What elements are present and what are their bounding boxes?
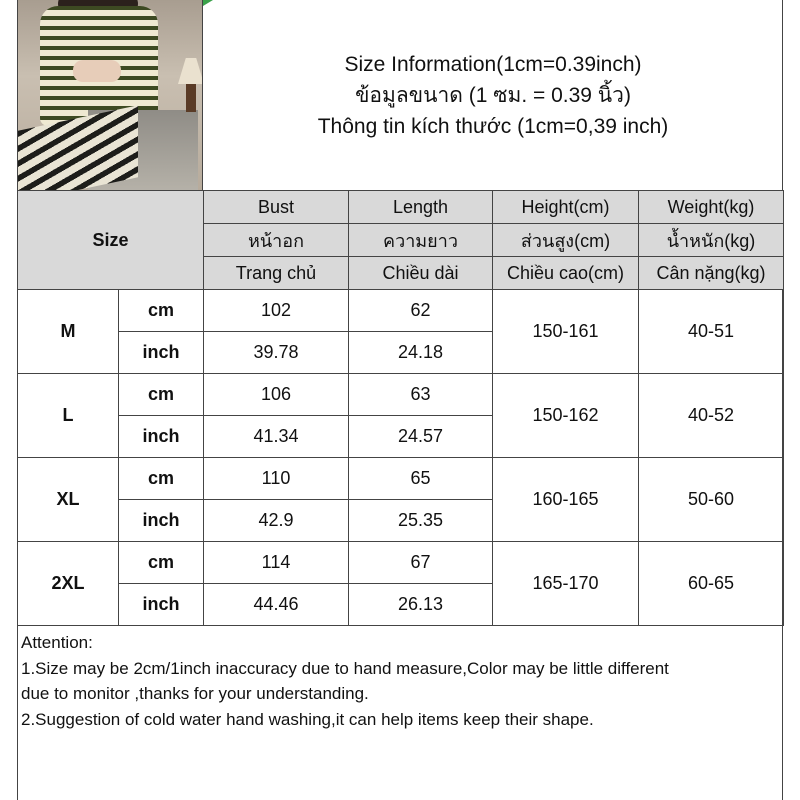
unit-inch: inch <box>119 500 204 542</box>
weight-range: 40-51 <box>639 290 784 374</box>
col-weight-en: Weight(kg) <box>639 191 784 224</box>
title-english: Size Information(1cm=0.39inch) <box>344 52 642 76</box>
note-line: 2.Suggestion of cold water hand washing,it can help items keep their shape. <box>21 709 594 729</box>
bust-inch: 44.46 <box>204 584 349 626</box>
bust-cm: 110 <box>204 458 349 500</box>
size-label: XL <box>18 458 119 542</box>
table-row <box>18 542 784 584</box>
size-label: M <box>18 290 119 374</box>
bust-inch: 42.9 <box>204 500 349 542</box>
length-cm: 62 <box>349 290 493 332</box>
attention-notes <box>21 630 781 732</box>
note-line: 1.Size may be 2cm/1inch inaccuracy due to hand measure,Color may be little different <box>21 658 669 678</box>
length-inch: 24.18 <box>349 332 493 374</box>
notes-heading: Attention: <box>21 633 93 652</box>
unit-inch: inch <box>119 416 204 458</box>
length-inch: 25.35 <box>349 500 493 542</box>
title-block <box>203 0 783 190</box>
length-cm: 63 <box>349 374 493 416</box>
unit-cm: cm <box>119 458 204 500</box>
length-inch: 26.13 <box>349 584 493 626</box>
unit-inch: inch <box>119 584 204 626</box>
weight-range: 40-52 <box>639 374 784 458</box>
length-cm: 65 <box>349 458 493 500</box>
table-header-row <box>18 191 784 224</box>
col-bust-vi: Trang chủ <box>204 257 349 290</box>
size-label: L <box>18 374 119 458</box>
col-weight-th: น้ำหนัก(kg) <box>639 224 784 257</box>
col-length-vi: Chiều dài <box>349 257 493 290</box>
col-height-vi: Chiều cao(cm) <box>493 257 639 290</box>
height-range: 160-165 <box>493 458 639 542</box>
col-length-en: Length <box>349 191 493 224</box>
unit-cm: cm <box>119 374 204 416</box>
col-bust-th: หน้าอก <box>204 224 349 257</box>
col-height-en: Height(cm) <box>493 191 639 224</box>
unit-cm: cm <box>119 542 204 584</box>
title-vietnamese: Thông tin kích thước (1cm=0,39 inch) <box>317 114 669 138</box>
title-thai: ข้อมูลขนาด (1 ซม. = 0.39 นิ้ว) <box>355 83 631 107</box>
size-header: Size <box>18 191 204 290</box>
table-row <box>18 458 784 500</box>
length-inch: 24.57 <box>349 416 493 458</box>
length-cm: 67 <box>349 542 493 584</box>
height-range: 165-170 <box>493 542 639 626</box>
unit-inch: inch <box>119 332 204 374</box>
table-row <box>18 290 784 332</box>
bust-cm: 114 <box>204 542 349 584</box>
col-weight-vi: Cân nặng(kg) <box>639 257 784 290</box>
unit-cm: cm <box>119 290 204 332</box>
bust-inch: 41.34 <box>204 416 349 458</box>
size-table <box>17 190 784 626</box>
height-range: 150-162 <box>493 374 639 458</box>
col-height-th: ส่วนสูง(cm) <box>493 224 639 257</box>
bust-cm: 106 <box>204 374 349 416</box>
bust-cm: 102 <box>204 290 349 332</box>
col-length-th: ความยาว <box>349 224 493 257</box>
col-bust-en: Bust <box>204 191 349 224</box>
table-row <box>18 374 784 416</box>
size-label: 2XL <box>18 542 119 626</box>
product-photo <box>18 0 203 190</box>
bust-inch: 39.78 <box>204 332 349 374</box>
weight-range: 60-65 <box>639 542 784 626</box>
weight-range: 50-60 <box>639 458 784 542</box>
note-line: due to monitor ,thanks for your understanding. <box>21 684 369 703</box>
height-range: 150-161 <box>493 290 639 374</box>
